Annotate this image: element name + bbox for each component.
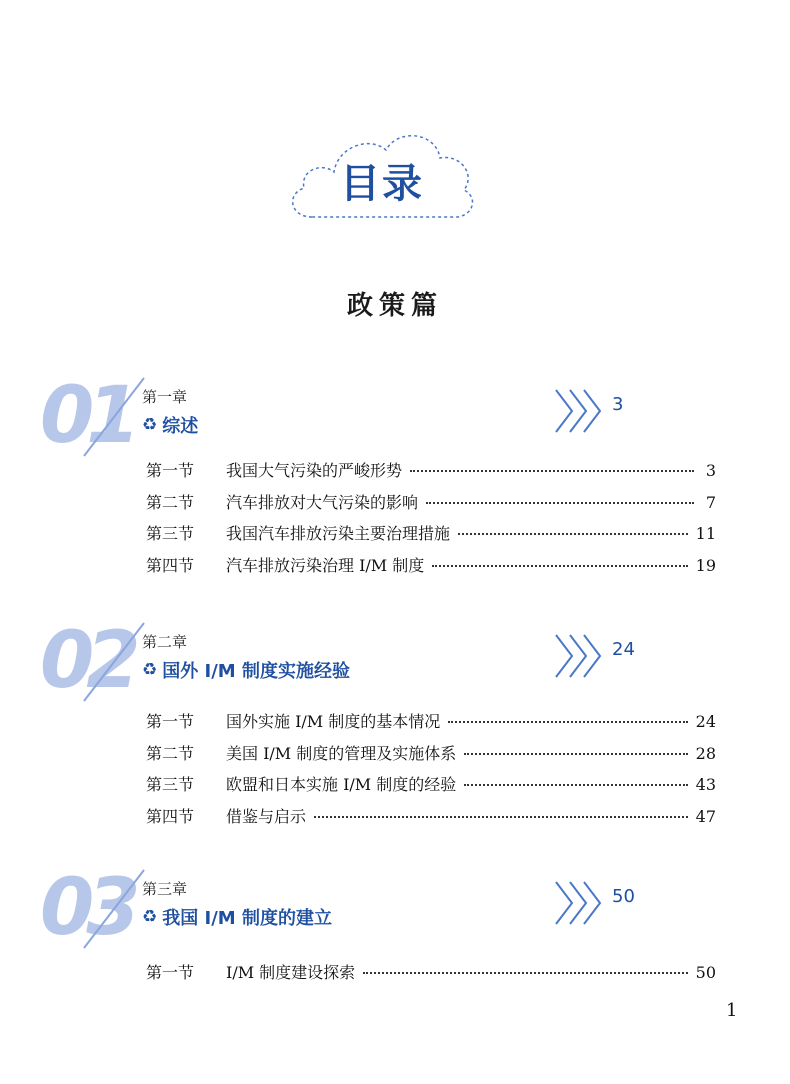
toc-entry[interactable] [146, 741, 716, 773]
toc-entry[interactable] [146, 709, 716, 741]
section-label: 第三节 [146, 524, 195, 543]
section-list [146, 709, 716, 835]
toc-entry[interactable] [146, 490, 716, 522]
dot-leader [363, 972, 687, 974]
toc-entry[interactable] [146, 960, 716, 992]
chapter-label: 第一章 [142, 388, 188, 406]
section-title: 国外实施 I/M 制度的基本情况 [226, 712, 441, 731]
section-page: 28 [695, 743, 716, 763]
section-title: I/M 制度建设探索 [226, 963, 356, 982]
section-title: 借鉴与启示 [226, 806, 307, 826]
recycle-icon: ♻ [142, 660, 158, 680]
section-title: 欧盟和日本实施 I/M 制度的经验 [226, 775, 457, 794]
chapter-page: 50 [612, 886, 635, 907]
section-label: 第二节 [146, 743, 195, 763]
section-title: 美国 I/M 制度的管理及实施体系 [226, 743, 457, 763]
dot-leader [458, 533, 688, 535]
toc-entry[interactable] [146, 772, 716, 804]
page-number: 1 [726, 1000, 738, 1021]
section-label: 第一节 [146, 963, 195, 982]
dot-leader [432, 565, 687, 567]
dot-leader [314, 816, 688, 818]
section-label: 第一节 [146, 712, 195, 731]
chevrons-right-icon [552, 631, 610, 681]
chapter-number: 01 [40, 371, 133, 461]
dot-leader [426, 502, 694, 504]
section-title: 我国汽车排放污染主要治理措施 [226, 524, 451, 543]
chevrons-right-icon [552, 878, 610, 928]
part-title: 政策篇 [346, 291, 443, 321]
section-label: 第一节 [146, 461, 195, 480]
section-page: 24 [695, 712, 716, 731]
section-label: 第四节 [146, 555, 195, 575]
section-title: 汽车排放对大气污染的影响 [226, 492, 419, 512]
dot-leader [410, 470, 694, 472]
toc-entry[interactable] [146, 553, 716, 585]
section-label: 第四节 [146, 806, 195, 826]
section-page: 3 [705, 461, 716, 480]
chapter-number: 03 [40, 863, 133, 953]
section-page: 7 [705, 492, 716, 512]
section-page: 11 [695, 524, 716, 543]
chapter-page: 3 [612, 394, 624, 415]
recycle-icon: ♻ [142, 415, 158, 435]
chapter-divider-slash [78, 372, 148, 462]
dot-leader [448, 721, 687, 723]
chevrons-right-icon [552, 386, 610, 436]
section-page: 43 [695, 775, 716, 794]
chapter-title-text: 国外 I/M 制度实施经验 [162, 661, 350, 682]
section-page: 47 [695, 806, 716, 826]
section-list [146, 960, 716, 992]
dot-leader [464, 784, 687, 786]
section-label: 第二节 [146, 492, 195, 512]
chapter-title[interactable] [142, 904, 332, 930]
chapter-divider-slash [78, 864, 148, 954]
section-title: 我国大气污染的严峻形势 [226, 461, 403, 480]
recycle-icon: ♻ [142, 907, 158, 927]
dot-leader [464, 753, 687, 755]
chapter-label: 第三章 [142, 880, 188, 898]
chapter-label: 第二章 [142, 633, 188, 651]
chapter-title[interactable] [142, 657, 350, 683]
chapter-number: 02 [40, 616, 133, 706]
chapter-divider-slash [78, 617, 148, 707]
section-list [146, 458, 716, 584]
chapter-title-text: 综述 [162, 416, 199, 437]
section-title: 汽车排放污染治理 I/M 制度 [226, 555, 425, 575]
chapter-title[interactable] [142, 412, 198, 438]
toc-entry[interactable] [146, 521, 716, 553]
section-page: 19 [695, 555, 716, 575]
chapter-title-text: 我国 I/M 制度的建立 [162, 908, 332, 929]
section-page: 50 [695, 963, 716, 982]
toc-entry[interactable] [146, 458, 716, 490]
toc-heading-cloud [282, 122, 482, 232]
toc-entry[interactable] [146, 804, 716, 836]
toc-heading: 目录 [340, 161, 424, 207]
section-label: 第三节 [146, 775, 195, 794]
chapter-page: 24 [612, 639, 635, 660]
